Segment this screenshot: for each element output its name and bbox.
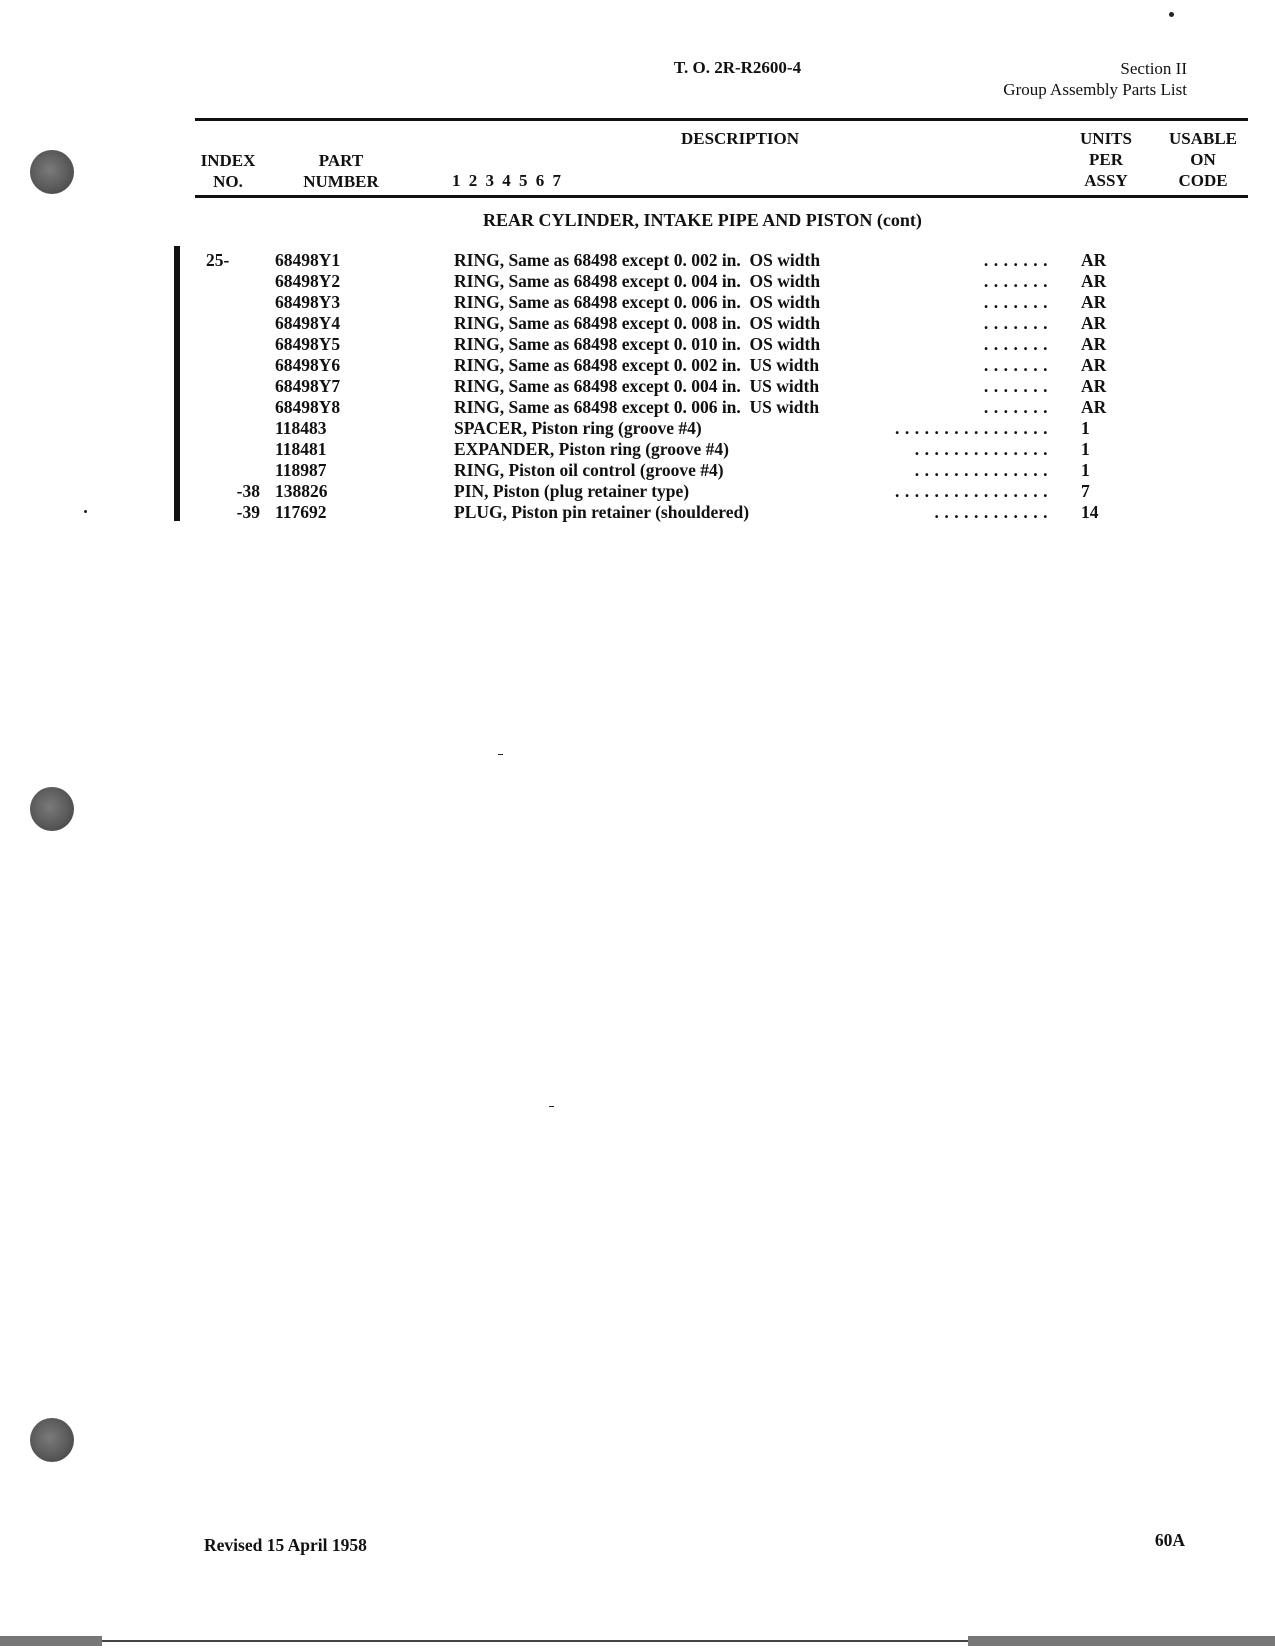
- leader-dots: ............: [934, 502, 1053, 522]
- binder-hole: [30, 787, 74, 831]
- part-number: 68498Y8: [275, 397, 341, 417]
- units-per-assy: AR: [1081, 313, 1107, 333]
- table-row: [0, 460, 1275, 481]
- table-row: [0, 334, 1275, 355]
- description: RING, Same as 68498 except 0. 002 in. US width: [454, 355, 820, 375]
- table-row: [0, 313, 1275, 334]
- leader-dots: ..............: [914, 439, 1053, 459]
- description: RING, Same as 68498 except 0. 004 in. US width: [454, 376, 820, 396]
- scan-speck: [549, 1106, 554, 1107]
- units-per-assy: 1: [1081, 460, 1090, 480]
- table-top-rule: [195, 118, 1248, 121]
- table-row: [0, 355, 1275, 376]
- leader-dots: .......: [983, 313, 1053, 333]
- part-number: 68498Y7: [275, 376, 341, 396]
- description: RING, Same as 68498 except 0. 010 in. OS width: [454, 334, 821, 354]
- index-number: -39: [236, 502, 260, 522]
- description: EXPANDER, Piston ring (groove #4): [454, 439, 729, 459]
- leader-dots: ..............: [914, 460, 1053, 480]
- part-number: 68498Y3: [275, 292, 341, 312]
- leader-dots: .......: [983, 376, 1053, 396]
- units-per-assy: AR: [1081, 250, 1107, 270]
- revision-date: Revised 15 April 1958: [204, 1535, 367, 1555]
- leader-dots: .......: [983, 271, 1053, 291]
- index-number: -38: [236, 481, 260, 501]
- column-header-part-number: PART NUMBER: [303, 151, 379, 191]
- part-number: 68498Y1: [275, 250, 341, 270]
- part-number: 118987: [275, 460, 327, 480]
- leader-dots: .......: [983, 334, 1053, 354]
- units-per-assy: 14: [1081, 502, 1099, 522]
- table-row: [0, 481, 1275, 502]
- binder-hole: [30, 150, 74, 194]
- part-number: 117692: [275, 502, 327, 522]
- description: SPACER, Piston ring (groove #4): [454, 418, 702, 438]
- scan-edge-right: [968, 1636, 1275, 1646]
- description: RING, Same as 68498 except 0. 004 in. OS width: [454, 271, 821, 291]
- part-number: 118483: [275, 418, 327, 438]
- indenture-levels: 1 2 3 4 5 6 7: [452, 171, 561, 190]
- units-per-assy: 1: [1081, 418, 1090, 438]
- leader-dots: ................: [895, 418, 1053, 438]
- column-header-units: UNITS PER ASSY: [1080, 129, 1132, 190]
- leader-dots: .......: [983, 292, 1053, 312]
- binder-hole: [30, 1418, 74, 1462]
- leader-dots: .......: [983, 355, 1053, 375]
- table-row: [0, 418, 1275, 439]
- section-title: Group Assembly Parts List: [1003, 80, 1187, 99]
- column-header-index: INDEX NO.: [200, 151, 256, 191]
- group-title: REAR CYLINDER, INTAKE PIPE AND PISTON (cont): [483, 210, 922, 230]
- document-number: T. O. 2R-R2600-4: [673, 58, 802, 77]
- table-row: [0, 271, 1275, 292]
- description: RING, Same as 68498 except 0. 006 in. US width: [454, 397, 820, 417]
- units-per-assy: AR: [1081, 271, 1107, 291]
- table-row: [0, 397, 1275, 418]
- leader-dots: ................: [895, 481, 1053, 501]
- section-label: Section II: [1120, 59, 1187, 78]
- table-row: [0, 502, 1275, 523]
- description: RING, Same as 68498 except 0. 008 in. OS width: [454, 313, 821, 333]
- scan-speck: [1169, 12, 1174, 17]
- units-per-assy: 7: [1081, 481, 1090, 501]
- description: PLUG, Piston pin retainer (shouldered): [454, 502, 750, 522]
- scan-speck: [498, 754, 503, 755]
- units-per-assy: AR: [1081, 292, 1107, 312]
- table-row: [0, 376, 1275, 397]
- table-row: [0, 250, 1275, 271]
- leader-dots: .......: [983, 397, 1053, 417]
- units-per-assy: 1: [1081, 439, 1090, 459]
- column-header-description: DESCRIPTION: [680, 129, 800, 148]
- section-header: [1003, 58, 1187, 100]
- leader-dots: .......: [983, 250, 1053, 270]
- page-number: 60A: [1154, 1530, 1185, 1550]
- scan-edge-left: [0, 1636, 102, 1646]
- units-per-assy: AR: [1081, 397, 1107, 417]
- index-number: 25-: [206, 250, 230, 270]
- part-number: 118481: [275, 439, 327, 459]
- description: RING, Same as 68498 except 0. 006 in. OS width: [454, 292, 821, 312]
- part-number: 68498Y4: [275, 313, 341, 333]
- description: RING, Piston oil control (groove #4): [454, 460, 724, 480]
- part-number: 68498Y6: [275, 355, 341, 375]
- part-number: 138826: [275, 481, 328, 501]
- table-header-rule: [195, 195, 1248, 198]
- column-header-usable: USABLE ON CODE: [1168, 129, 1238, 190]
- units-per-assy: AR: [1081, 355, 1107, 375]
- description: PIN, Piston (plug retainer type): [454, 481, 690, 501]
- table-row: [0, 439, 1275, 460]
- units-per-assy: AR: [1081, 334, 1107, 354]
- part-number: 68498Y5: [275, 334, 341, 354]
- units-per-assy: AR: [1081, 376, 1107, 396]
- table-row: [0, 292, 1275, 313]
- part-number: 68498Y2: [275, 271, 341, 291]
- description: RING, Same as 68498 except 0. 002 in. OS width: [454, 250, 821, 270]
